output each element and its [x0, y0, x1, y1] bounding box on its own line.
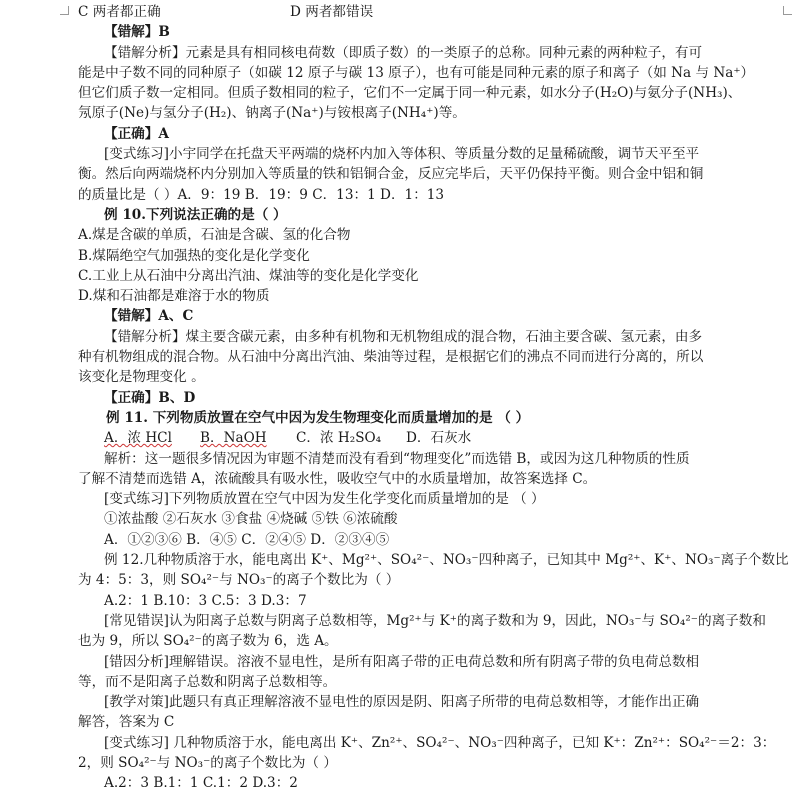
- option-line-cd: [78, 2, 788, 22]
- wrong-answer-1: 【错解】B: [104, 24, 170, 41]
- example-10-question: 例 10.下列说法正确的是（ ）: [104, 206, 287, 223]
- example-12-line-2: 为 4：5：3，则 SO₄²⁻与 NO₃⁻的离子个数比为（ ）: [78, 572, 400, 589]
- error-analysis-1-line-1: 【错解分析】元素是具有相同核电荷数（即质子数）的一类原子的总称。同种元素的两种粒子，有可: [104, 44, 703, 61]
- example-12-line-1: 例 12.几种物质溶于水，能电离出 K⁺、Mg²⁺、SO₄²⁻、NO₃⁻四种离子，已知其中 Mg²⁺、K⁺、NO₃⁻离子个数比: [104, 552, 789, 569]
- practice-2-question: [变式练习]下列物质放置在空气中因为发生化学变化而质量增加的是 （ ）: [104, 491, 545, 508]
- margin-corner-mark-left: [60, 6, 69, 15]
- correct-answer-1: 【正确】A: [104, 125, 169, 142]
- error-cause-line-1: [错因分析]理解错误。溶液不显电性，是所有阳离子带的正电荷总数和所有阴离子带的负电荷总数相: [104, 653, 700, 670]
- example-11-option-d: D．石灰水: [406, 430, 472, 447]
- example-11-question: 例 11. 下列物质放置在空气中因为发生物理变化而质量增加的是 （ ）: [106, 409, 530, 426]
- teaching-strategy-line-1: [教学对策]此题只有真正理解溶液不显电性的原因是阴、阳离子所带的电荷总数相等，才能作出正确: [104, 694, 700, 711]
- error-cause-line-2: 等，而不是阳离子总数和阴离子总数相等。: [78, 673, 337, 690]
- analysis-11-line-1: 解析：这一题很多情况因为审题不清楚而没有看到“物理变化”而选错 B，或因为这几种物质的性质: [104, 450, 690, 467]
- option-c: C 两者都正确: [78, 4, 161, 20]
- common-error-line-2: 也为 9，所以 SO₄²⁻的离子数为 6，选 A。: [78, 633, 338, 650]
- practice-3-line-2: 2，则 SO₄²⁻与 NO₃⁻的离子个数比为（ ）: [78, 754, 337, 771]
- example-12-options: A.2：1 B.10：3 C.5：3 D.3：7: [104, 592, 307, 609]
- example-10-option-c: C.工业上从石油中分离出汽油、煤油等的变化是化学变化: [78, 267, 419, 284]
- common-error-line-1: [常见错误]认为阳离子总数与阴离子总数相等，Mg²⁺与 K⁺的离子数和为 9，因此，NO₃⁻与 SO₄²⁻的离子数和: [104, 612, 766, 629]
- error-analysis-1-line-3: 但它们质子数一定相同。但质子数相同的粒子，它们不一定属于同一种元素，如水分子(H₂O)与氨分子(NH₃)、: [78, 85, 742, 102]
- wrong-answer-2: 【错解】A、C: [104, 308, 194, 325]
- example-11-option-a: A．浓 HCl: [104, 430, 172, 447]
- example-10-option-b: B.煤隔绝空气加强热的变化是化学变化: [78, 247, 310, 264]
- error-analysis-2-line-1: 【错解分析】煤主要含碳元素，由多种有机物和无机物组成的混合物，石油主要含碳、氢元素，由多: [104, 328, 703, 345]
- document-page: [78, 2, 788, 794]
- practice-3-line-1: [变式练习] 几种物质溶于水，能电离出 K⁺、Zn²⁺、SO₄²⁻、NO₃⁻四种离子，已知 K⁺：Zn²⁺：SO₄²⁻＝2：3：: [104, 734, 776, 751]
- teaching-strategy-line-2: 解答，答案为 C: [78, 714, 175, 731]
- example-11-options: [78, 428, 788, 448]
- error-analysis-2-line-2: 种有机物组成的混合物。从石油中分离出汽油、柴油等过程，是根据它们的沸点不同而进行分离的，所以: [78, 349, 704, 366]
- practice-2-options: A．①②③⑥ B．④⑤ C．②④⑤ D．②③④⑤: [104, 531, 390, 548]
- practice-1-options: 的质量比是（ ）A．9：19 B．19：9 C．13：1 D．1：13: [78, 186, 445, 203]
- error-analysis-2-line-3: 该变化是物理变化 。: [78, 369, 205, 386]
- example-11-option-b: B．NaOH: [200, 430, 267, 447]
- example-10-option-a: A.煤是含碳的单质，石油是含碳、氢的化合物: [78, 227, 351, 244]
- example-11-option-c: C．浓 H₂SO₄: [296, 430, 382, 447]
- practice-1-line-1: [变式练习]小宇同学在托盘天平两端的烧杯内加入等体积、等质量分数的足量稀硫酸，调节天平至平: [104, 146, 700, 163]
- practice-2-substances: ①浓盐酸 ②石灰水 ③食盐 ④烧碱 ⑤铁 ⑥浓硫酸: [104, 511, 398, 528]
- example-10-option-d: D.煤和石油都是难溶于水的物质: [78, 288, 270, 305]
- error-analysis-1-line-2: 能是中子数不同的同种原子（如碳 12 原子与碳 13 原子），也有可能是同种元素的原子和离子（如 Na 与 Na⁺）: [78, 64, 755, 81]
- practice-3-options: A.2：3 B.1：1 C.1：2 D.3：2: [104, 775, 298, 792]
- option-d: D 两者都错误: [290, 4, 374, 20]
- analysis-11-line-2: 了解不清楚而选错 A，浓硫酸具有吸水性，吸收空气中的水质量增加，故答案选择 C。: [78, 470, 597, 487]
- practice-1-line-2: 衡。然后向两端烧杯内分别加入等质量的铁和铝铜合金，反应完毕后，天平仍保持平衡。则合金中铝和铜: [78, 166, 704, 183]
- error-analysis-1-line-4: 氖原子(Ne)与氢分子(H₂)、钠离子(Na⁺)与铵根离子(NH₄⁺)等。: [78, 105, 466, 122]
- correct-answer-2: 【正确】B、D: [104, 389, 196, 406]
